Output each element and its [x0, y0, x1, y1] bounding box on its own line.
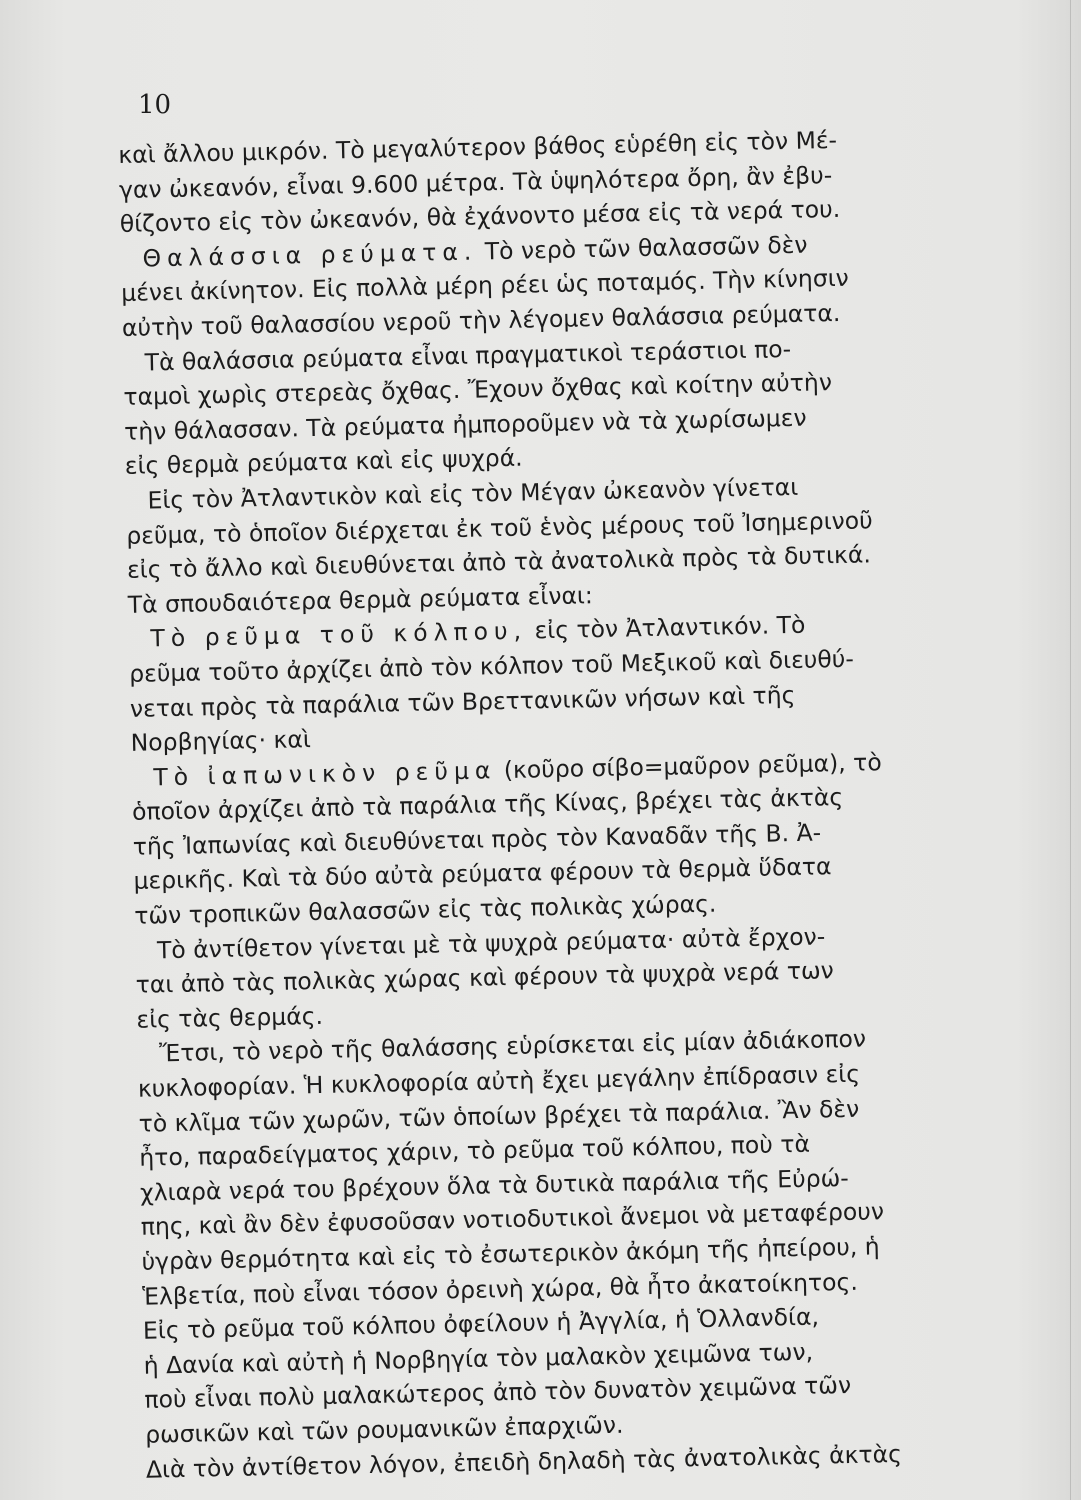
emphasized-term: Τὸ ρεῦμα τοῦ κόλπου,	[150, 616, 528, 653]
text-line: τὴν θάλασσαν. Τὰ ρεύματα ἠμποροῦμεν νὰ τὰ χωρίσωμεν	[123, 403, 807, 446]
text-line: τὸ κλῖμα τῶν χωρῶν, τῶν ὁποίων βρέχει τὰ παράλια. Ἂν δὲν	[138, 1094, 860, 1138]
text-line: ταμοὶ χωρὶς στερεὰς ὄχθας. Ἔχουν ὄχθας καὶ κοίτην αὐτὴν	[123, 368, 833, 412]
text-line: γαν ὠκεανόν, εἶναι 9.600 μέτρα. Τὰ ὑψηλότερα ὄρη, ἂν ἐβυ-	[118, 160, 833, 204]
text-line: μένει ἀκίνητον. Εἰς πολλὰ μέρη ρέει ὡς ποταμός. Τὴν κίνησιν	[120, 264, 850, 308]
text-line: Τὸ ρεῦμα τοῦ κόλπου, εἰς τὸν Ἀτλαντικόν. Τὸ	[150, 611, 806, 653]
text-line: ἡ Δανία καὶ αὐτὴ ἡ Νορβηγία τὸν μαλακὸν χειμῶνα των,	[143, 1337, 814, 1380]
text-line: ται ἀπὸ τὰς πολικὰς χώρας καὶ φέρουν τὰ ψυχρὰ νερά των	[135, 956, 835, 1000]
text-line: πης, καὶ ἂν δὲν ἐφυσοῦσαν νοτιοδυτικοὶ ἄνεμοι νὰ μεταφέρουν	[140, 1197, 885, 1242]
text-line: μερικῆς. Καὶ τὰ δύο αὐτὰ ρεύματα φέρουν τὰ θερμὰ ὕδατα	[133, 852, 832, 896]
text-line: Τὰ σπουδαιότερα θερμὰ ρεύματα εἶναι:	[127, 580, 594, 619]
text-line: εἰς θερμὰ ρεύματα καὶ εἰς ψυχρά.	[124, 443, 523, 481]
text-line: Τὰ θαλάσσια ρεύματα εἶναι πραγματικοὶ τεράστιοι πο-	[144, 334, 792, 377]
text-line: νεται πρὸς τὰ παράλια τῶν Βρεττανικῶν νήσων καὶ τῆς	[129, 680, 796, 723]
text-line: αὐτὴν τοῦ θαλασσίου νεροῦ τὴν λέγομεν θαλάσσια ρεύματα.	[121, 298, 841, 342]
text-line: Ἑλβετία, ποὺ εἶναι τόσον ὀρεινὴ χώρα, θὰ ἦτο ἀκατοίκητος.	[141, 1267, 859, 1311]
text-line: καὶ ἄλλου μικρόν. Τὸ μεγαλύτερον βάθος εὑρέθη εἰς τὸν Μέ-	[118, 125, 838, 169]
text-line: ὁποῖον ἀρχίζει ἀπὸ τὰ παράλια τῆς Κίνας, βρέχει τὰς ἀκτὰς	[131, 783, 844, 827]
text-line: Τὸ ἀντίθετον γίνεται μὲ τὰ ψυχρὰ ρεύματα· αὐτὰ ἔρχον-	[156, 922, 826, 965]
text-line: Τὸ ἰαπωνικὸν ρεῦμα (κοῦρο σίβο=μαῦρον ρεῦμα), τὸ	[153, 747, 882, 792]
text-line: εἰς τὰς θερμάς.	[136, 1001, 324, 1034]
text-line: χλιαρὰ νερά του βρέχουν ὅλα τὰ δυτικὰ παράλια τῆς Εὐρώ-	[139, 1163, 850, 1207]
text-line: Νορβηγίας· καὶ	[130, 725, 312, 757]
emphasized-term: Θαλάσσια ρεύματα.	[142, 237, 478, 273]
text-line: Ἔτσι, τὸ νερὸ τῆς θαλάσσης εὑρίσκεται εἰς μίαν ἀδιάκοπον	[158, 1024, 867, 1068]
text-line: ρεῦμα, τὸ ὁποῖον διέρχεται ἐκ τοῦ ἑνὸς μέρους τοῦ Ἰσημερινοῦ	[126, 505, 874, 550]
text-line: ρωσικῶν καὶ τῶν ρουμανικῶν ἐπαρχιῶν.	[144, 1410, 624, 1449]
text-line: Διὰ τὸν ἀντίθετον λόγον, ἐπειδὴ δηλαδὴ τὰς ἀνατολικὰς ἀκτὰς	[145, 1439, 903, 1484]
text-line: ποὺ εἶναι πολὺ μαλακώτερος ἀπὸ τὸν δυνατὸν χειμῶνα τῶν	[144, 1371, 852, 1415]
page-number: 10	[138, 90, 172, 120]
text-line: τῶν τροπικῶν θαλασσῶν εἰς τὰς πολικὰς χώρας.	[134, 889, 717, 930]
text-line: Θαλάσσια ρεύματα. Τὸ νερὸ τῶν θαλασσῶν δὲν	[142, 230, 808, 273]
text-line: ρεῦμα τοῦτο ἀρχίζει ἀπὸ τὸν κόλπον τοῦ Μεξικοῦ καὶ διευθύ-	[128, 644, 855, 688]
text-line: ἦτο, παραδείγματος χάριν, τὸ ρεῦμα τοῦ κόλπου, ποὺ τὰ	[139, 1129, 811, 1172]
text-line: εἰς τὸ ἄλλο καὶ διευθύνεται ἀπὸ τὰ ἀνατολικὰ πρὸς τὰ δυτικά.	[126, 540, 872, 585]
text-line: Εἰς τὸν Ἀτλαντικὸν καὶ εἰς τὸν Μέγαν ὠκεανὸν γίνεται	[147, 472, 799, 515]
emphasized-term: Τὸ ἰαπωνικὸν ρεῦμα	[153, 755, 497, 792]
text-line: ὑγρὰν θερμότητα καὶ εἰς τὸ ἐσωτερικὸν ἀκόμη τῆς ἠπείρου, ἡ	[141, 1232, 880, 1276]
text-line: Εἰς τὸ ρεῦμα τοῦ κόλπου ὀφείλουν ἡ Ἀγγλία, ἡ Ὁλλανδία,	[142, 1302, 820, 1345]
body-text	[118, 118, 1081, 1487]
text-line: τῆς Ἰαπωνίας καὶ διευθύνεται πρὸς τὸν Καναδᾶν τῆς Β. Ἀ-	[132, 818, 822, 861]
text-line: κυκλοφορίαν. Ἡ κυκλοφορία αὐτὴ ἔχει μεγάλην ἐπίδρασιν εἰς	[137, 1059, 861, 1103]
text-line: θίζοντο εἰς τὸν ὠκεανόν, θὰ ἐχάνοντο μέσα εἰς τὰ νερά του.	[119, 195, 841, 239]
